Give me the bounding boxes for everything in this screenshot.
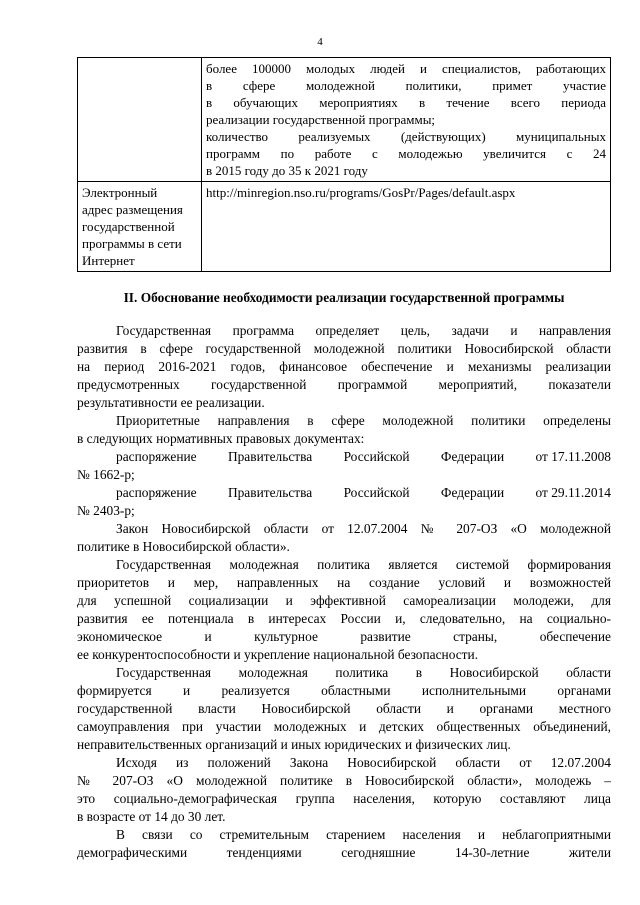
cell-line: более 100000 молодых людей и специалистов, работающих [206, 61, 606, 76]
text-line: политике в Новосибирской области». [77, 539, 290, 554]
text-line: В связи со стремительным старением населения и неблагоприятными [116, 827, 611, 842]
word: Российской [343, 449, 410, 464]
text-line: Государственная молодежная политика в Новосибирской области [116, 665, 611, 680]
text-line: № 207-ОЗ «О молодежной политике в Новосибирской области», молодежь – [77, 773, 611, 788]
cell-line: в сфере молодежной политики, примет участие [206, 78, 606, 93]
word: от 17.11.2008 [535, 449, 611, 464]
text-line: самоуправления при участии молодежных и детских общественных объединений, [77, 719, 611, 734]
cell-line: в обучающих мероприятиях в течение всего периода [206, 95, 606, 110]
text-line: развития в сфере государственной молодежной политики Новосибирской области [77, 341, 611, 356]
paragraph [77, 826, 611, 862]
table-cell-label [78, 182, 202, 272]
word: распоряжение [116, 449, 197, 464]
word: Российской [343, 485, 410, 500]
cell-line: Электронный [82, 185, 158, 200]
program-url: http://minregion.nso.ru/programs/GosPr/Pages/default.aspx [206, 185, 516, 200]
cell-line: в 2015 году до 35 к 2021 году [206, 163, 368, 178]
table-cell-url [202, 182, 611, 272]
section-heading: II. Обоснование необходимости реализации государственной программы [123, 290, 565, 305]
text-line: Исходя из положений Закона Новосибирской области от 12.07.2004 [116, 755, 611, 770]
table-cell-indicators [202, 58, 611, 182]
text-line: № 2403-р; [77, 503, 135, 518]
text-line: государственной власти Новосибирской области и органами местного [77, 701, 611, 716]
text-line: для успешной социализации и эффективной самореализации молодежи, для [77, 593, 611, 608]
cell-line: количество реализуемых (действующих) муниципальных [206, 129, 606, 144]
text-line: это социально-демографическая группа населения, которую составляют лица [77, 791, 611, 806]
word: распоряжение [116, 485, 197, 500]
text-line: формируется и реализуется областными исполнительными органами [77, 683, 611, 698]
text-line: развития ее потенциала в интересах России и, следовательно, на социально- [77, 611, 611, 626]
word: Федерации [440, 485, 505, 500]
text-line: Государственная молодежная политика является системой формирования [116, 557, 611, 572]
text-line: в возрасте от 14 до 30 лет. [77, 809, 226, 824]
text-line: результативности ее реализации. [77, 395, 265, 410]
cell-line: программ по работе с молодежью увеличится с 24 [206, 146, 606, 161]
text-line: приоритетов и мер, направленных на создание условий и возможностей [77, 575, 611, 590]
cell-line: Интернет [82, 253, 135, 268]
word: Правительства [227, 449, 313, 464]
table-cell-label [78, 58, 202, 182]
program-passport-table [77, 57, 611, 272]
text-line: предусмотренных государственной программой мероприятий, показатели [77, 377, 611, 392]
paragraph [77, 754, 611, 826]
text-line [77, 448, 611, 466]
text-line: Закон Новосибирской области от 12.07.2004 № 207-ОЗ «О молодежной [116, 521, 611, 536]
word: Федерации [440, 449, 505, 464]
text-line: Приоритетные направления в сфере молодежной политики определены [116, 413, 611, 428]
paragraph [77, 412, 611, 448]
word: от 29.11.2014 [535, 485, 611, 500]
text-line [77, 484, 611, 502]
cell-line: государственной [82, 219, 175, 234]
word: Правительства [227, 485, 313, 500]
paragraph [77, 664, 611, 754]
text-line: № 1662-р; [77, 467, 135, 482]
text-line: в следующих нормативных правовых документах: [77, 431, 365, 446]
paragraph [77, 520, 611, 556]
table-row [78, 58, 611, 182]
cell-line: программы в сети [82, 236, 182, 251]
cell-line: адрес размещения [82, 202, 183, 217]
paragraph [77, 556, 611, 664]
text-line: неправительственных организаций и иных юридических и физических лиц. [77, 737, 511, 752]
text-line: на период 2016-2021 годов, финансовое обеспечение и механизмы реализации [77, 359, 611, 374]
cell-line: реализации государственной программы; [206, 112, 436, 127]
body-text [77, 322, 611, 862]
text-line: ее конкурентоспособности и укрепление национальной безопасности. [77, 647, 479, 662]
table-row [78, 182, 611, 272]
page-number: 4 [317, 36, 323, 48]
paragraph [77, 448, 611, 484]
text-line: Государственная программа определяет цель, задачи и направления [116, 323, 611, 338]
paragraph [77, 484, 611, 520]
text-line: демографическими тенденциями сегодняшние 14-30-летние жители [77, 845, 611, 860]
paragraph [77, 322, 611, 412]
text-line: экономическое и культурное развитие страны, обеспечение [77, 629, 611, 644]
